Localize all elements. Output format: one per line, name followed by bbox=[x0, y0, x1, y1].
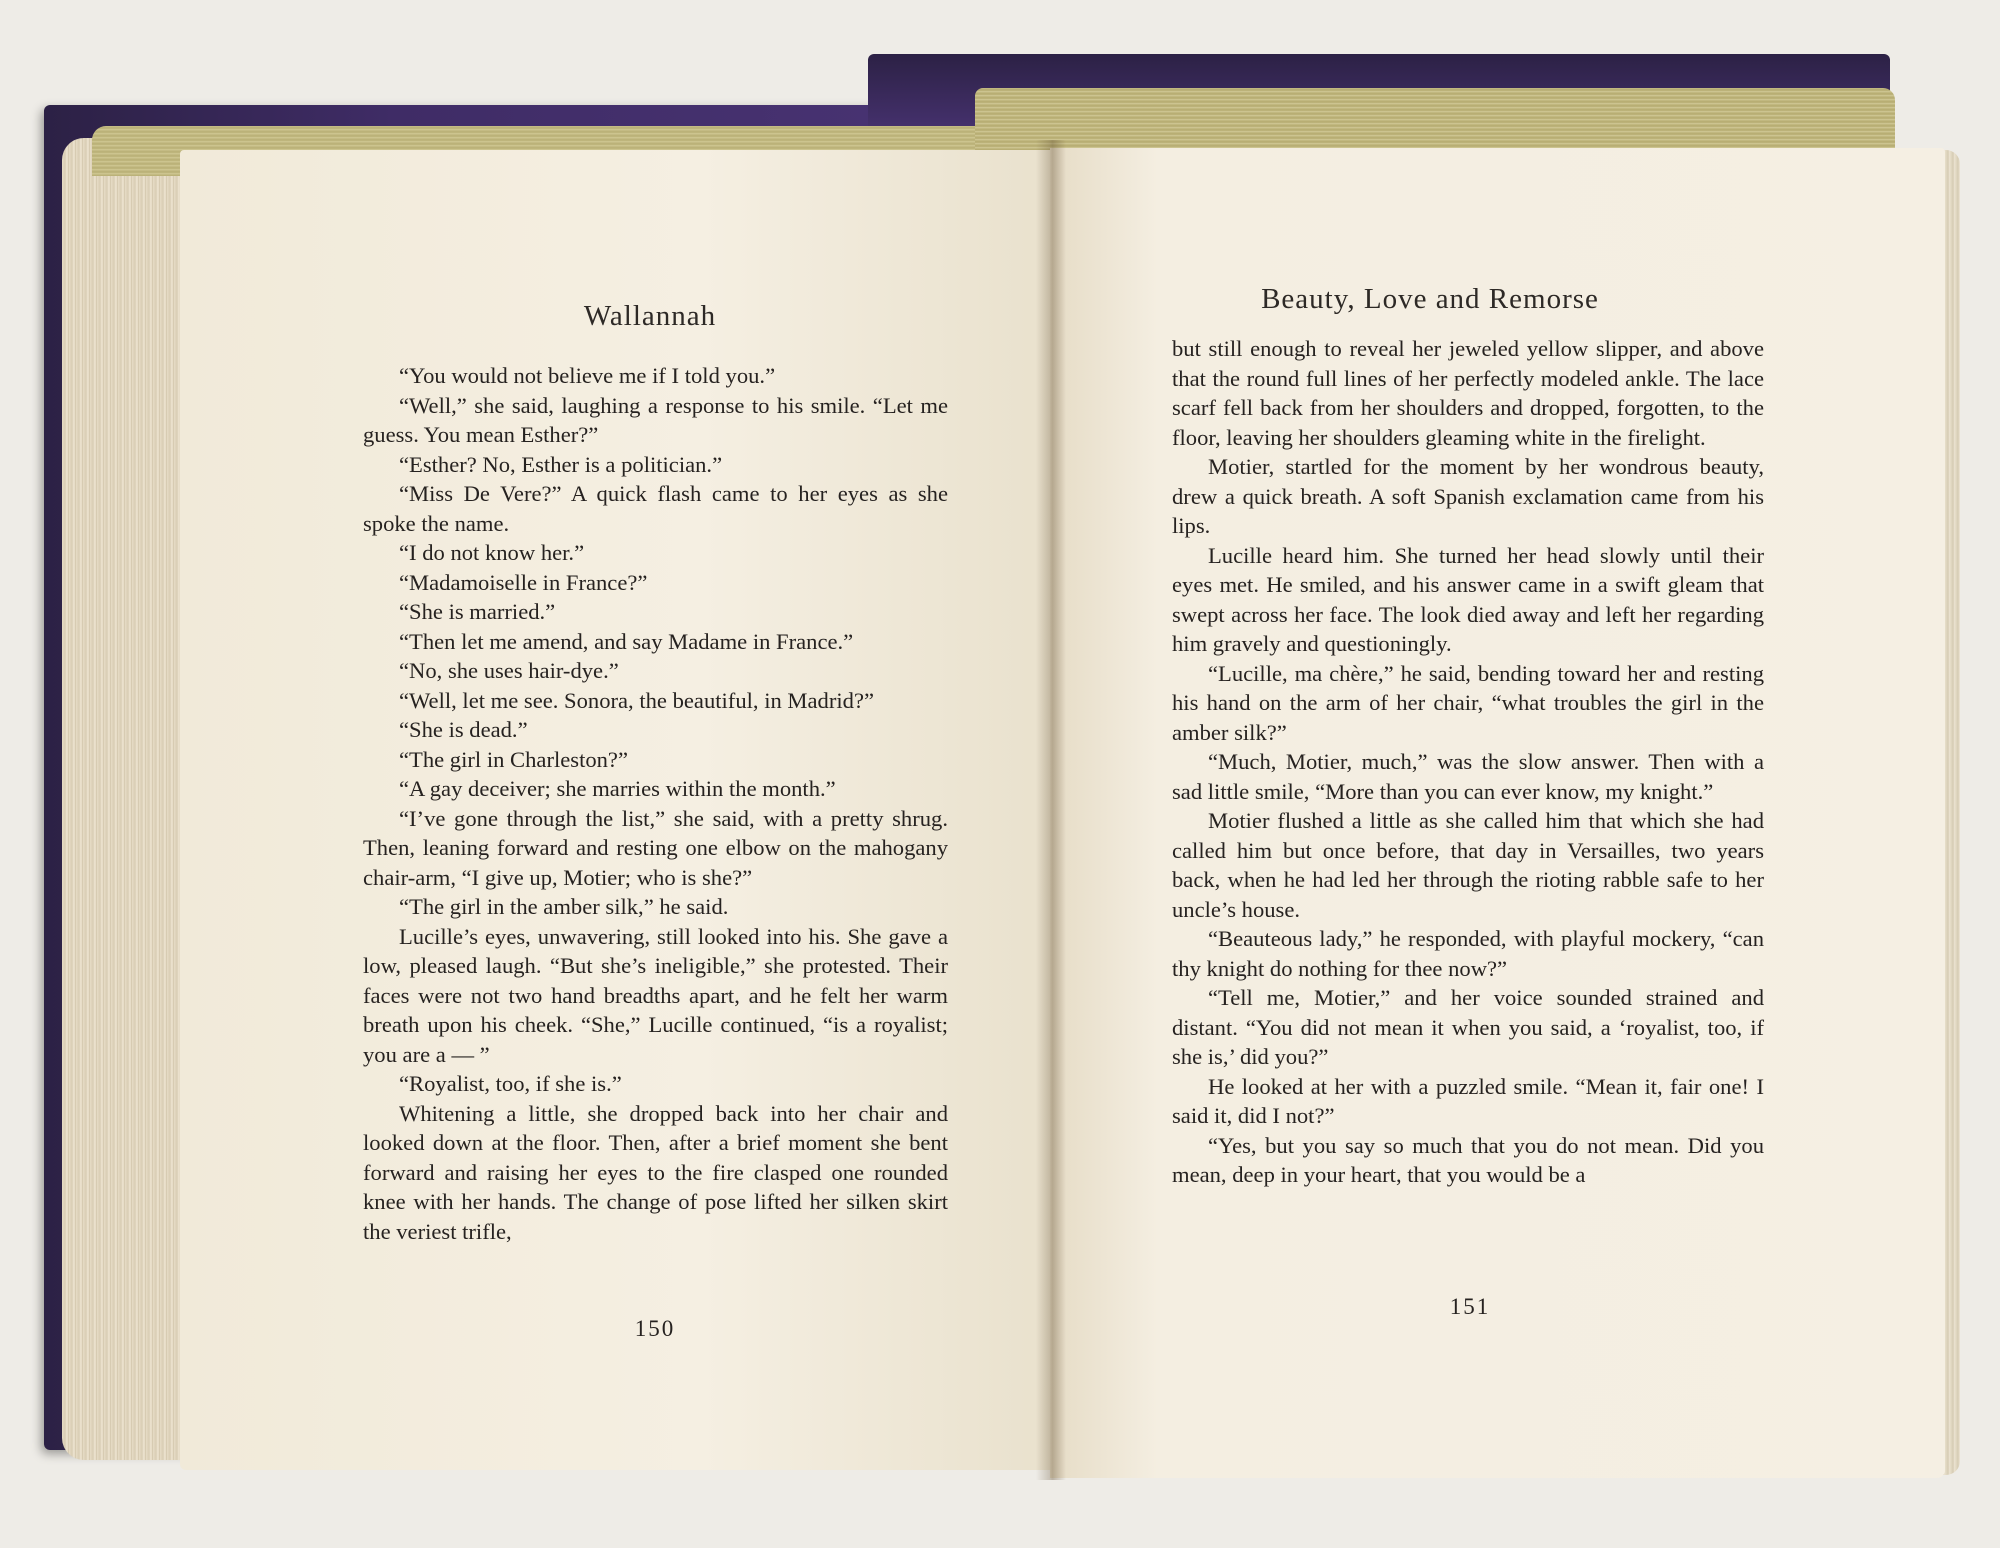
paragraph: “No, she uses hair-dye.” bbox=[399, 658, 619, 683]
paragraph: “Beauteous lady,” he responded, with playful mockery, “can thy knight do nothing for thee now?” bbox=[1172, 926, 1764, 981]
book-gutter bbox=[1036, 140, 1066, 1480]
paragraph: Whitening a little, she dropped back into her chair and looked down at the floor. Then, after a brief moment she bent forward and raising her eyes to the fire clasped one rounded knee with her hands. The change of pose lifted her silken skirt the veriest trifle, bbox=[363, 1100, 948, 1244]
paragraph: “Lucille, ma chère,” he said, bending toward her and resting his hand on the arm of her chair, “what troubles the girl in the amber silk?” bbox=[1172, 660, 1764, 745]
right-running-head: Beauty, Love and Remorse bbox=[1261, 283, 1599, 315]
paragraph: “Well,” she said, laughing a response to his smile. “Let me guess. You mean Esther?” bbox=[363, 392, 948, 447]
paragraph: “The girl in the amber silk,” he said. bbox=[399, 894, 729, 919]
paragraph: “I’ve gone through the list,” she said, with a pretty shrug. Then, leaning forward and resting one elbow on the mahogany chair-arm, “I give up, Motier; who is she?” bbox=[363, 805, 948, 890]
paragraph: “Well, let me see. Sonora, the beautiful, in Madrid?” bbox=[399, 687, 874, 713]
paragraph: “A gay deceiver; she marries within the month.” bbox=[399, 776, 836, 801]
right-page-text bbox=[1172, 334, 1764, 1190]
paragraph: Motier, startled for the moment by her wondrous beauty, drew a quick breath. A soft Spanish exclamation came from his lips. bbox=[1172, 454, 1764, 538]
paragraph: “Then let me amend, and say Madame in France.” bbox=[399, 628, 854, 654]
paragraph: “Madamoiselle in France?” bbox=[399, 569, 648, 595]
paragraph: but still enough to reveal her jeweled yellow slipper, and above that the round full lines of her perfectly modeled ankle. The lace scarf fell back from her shoulders and dropped, forgotten, to the floor, leaving her shoulders gleaming white in the firelight. bbox=[1172, 336, 1764, 450]
paragraph: “Much, Motier, much,” was the slow answer. Then with a sad little smile, “More than you can ever know, my knight.” bbox=[1172, 749, 1764, 804]
paragraph: “You would not believe me if I told you.” bbox=[399, 363, 776, 388]
paragraph: “The girl in Charleston?” bbox=[399, 746, 628, 772]
paragraph: “Yes, but you say so much that you do not mean. Did you mean, deep in your heart, that you would be a bbox=[1172, 1132, 1764, 1187]
paragraph: “She is dead.” bbox=[399, 717, 528, 742]
paragraph: “She is married.” bbox=[399, 599, 556, 624]
left-running-head: Wallannah bbox=[583, 300, 717, 332]
paragraph: He looked at her with a puzzled smile. “Mean it, fair one! I said it, did I not?” bbox=[1172, 1073, 1764, 1128]
paragraph: Motier flushed a little as she called him that which she had called him but once before, that day in Versailles, two years back, when he had led her through the rioting rabble safe to her uncle’s house. bbox=[1172, 808, 1764, 922]
paragraph: “Miss De Vere?” A quick flash came to her eyes as she spoke the name. bbox=[363, 481, 948, 536]
right-page-number: 151 bbox=[1449, 1294, 1491, 1319]
paragraph: “Royalist, too, if she is.” bbox=[399, 1071, 622, 1096]
paragraph: “Esther? No, Esther is a politician.” bbox=[399, 451, 723, 477]
page-edges-left bbox=[62, 138, 192, 1460]
paragraph: “Tell me, Motier,” and her voice sounded strained and distant. “You did not mean it when you said, a ‘royalist, too, if she is,’ did you?” bbox=[1172, 985, 1764, 1069]
left-page-number: 150 bbox=[634, 1316, 676, 1341]
paragraph: Lucille heard him. She turned her head slowly until their eyes met. He smiled, and his answer came in a swift gleam that swept across her face. The look died away and left her regarding him gravely and questioningly. bbox=[1172, 542, 1764, 656]
left-page-text bbox=[363, 361, 948, 1246]
paragraph: “I do not know her.” bbox=[399, 540, 585, 565]
paragraph: Lucille’s eyes, unwavering, still looked into his. She gave a low, pleased laugh. “But she’s ineligible,” she protested. Their faces were not two hand breadths apart, and he felt her warm breath upon his cheek. “She,” Lucille continued, “is a royalist; you are a — ” bbox=[363, 923, 948, 1067]
